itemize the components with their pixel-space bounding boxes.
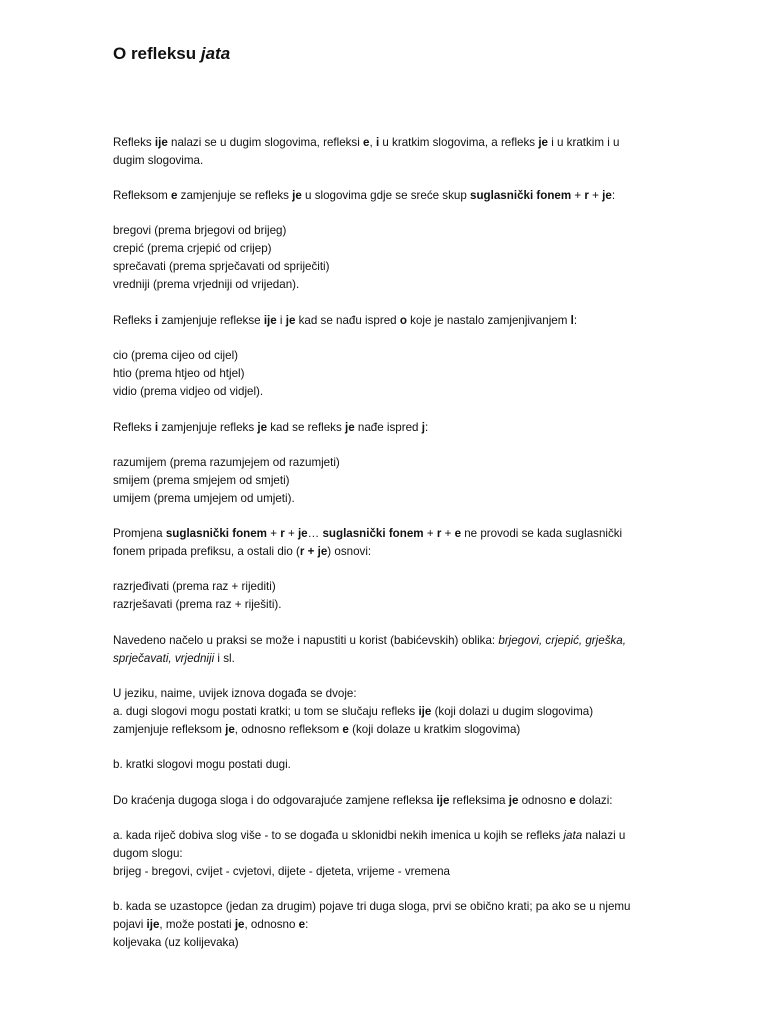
text-line: Do kraćenja dugoga sloga i do odgovarajuće zamjene refleksa ije refleksima je odnosno e dolazi: [113,794,613,807]
text-line: b. kratki slogovi mogu postati dugi. [113,758,291,771]
title-text: O refleksu [113,44,201,63]
text-line: b. kada se uzastopce (jedan za drugim) pojave tri duga sloga, prvi se obično krati; pa ako se u njemu [113,900,631,913]
text-line: brijeg - bregovi, cvijet - cvjetovi, dijete - djeteta, vrijeme - vremena [113,865,450,878]
list-item: razrjeđivati (prema raz + rijediti) [113,580,276,593]
paragraph-language-changes [113,685,653,739]
text-line: a. dugi slogovi mogu postati kratki; u tom se slučaju refleks ije (koji dolazi u dugim slogovima) [113,705,594,718]
example-list-prefix [113,578,653,614]
list-item: razrješavati (prema raz + riješiti). [113,598,282,611]
list-item: crepić (prema crjepić od crijep) [113,242,272,255]
page-title [113,44,230,64]
paragraph-rule-i-before-j [113,419,653,437]
list-item: bregovi (prema brjegovi od brijeg) [113,224,287,237]
list-item: htio (prema htjeo od htjel) [113,367,245,380]
text-line: fonem pripada prefiksu, a ostali dio (r + je) osnovi: [113,545,372,558]
text-line: Navedeno načelo u praksi se može i napustiti u korist (babićevskih) oblika: brjegovi, crjepić, grješka, [113,634,626,647]
text-line: Refleksom e zamjenjuje se refleks je u slogovima gdje se sreće skup suglasnički fonem + r + je: [113,189,616,202]
list-item: cio (prema cijeo od cijel) [113,349,239,362]
list-item: vidio (prema vidjeo od vidjel). [113,385,264,398]
text-line: dugom slogu: [113,847,183,860]
paragraph-babic-forms [113,632,653,668]
example-list-i-before-o [113,347,653,401]
paragraph-shortening-intro [113,792,653,810]
text-line: U jeziku, naime, uvijek iznova događa se dvoje: [113,687,357,700]
text-line: koljevaka (uz kolijevaka) [113,936,239,949]
list-item: smijem (prema smjejem od smjeti) [113,474,290,487]
list-item: vredniji (prema vrjedniji od vrijedan). [113,278,300,291]
text-line: sprječavati, vrjedniji i sl. [113,652,235,665]
paragraph-short-to-long [113,756,653,774]
paragraph-prefix-exception [113,525,653,561]
paragraph-case-a [113,827,653,881]
text-line: pojavi ije, može postati je, odnosno e: [113,918,309,931]
text-line: Refleks ije nalazi se u dugim slogovima, refleksi e, i u kratkim slogovima, a refleks je i u kratkim i u [113,136,620,149]
example-list-e [113,222,653,294]
list-item: umijem (prema umjejem od umjeti). [113,492,295,505]
text-line: a. kada riječ dobiva slog više - to se događa u sklonidbi nekih imenica u kojih se refleks jata nalazi u [113,829,626,842]
text-line: zamjenjuje refleksom je, odnosno refleksom e (koji dolaze u kratkim slogovima) [113,723,521,736]
paragraph-rule-e [113,187,653,205]
text-line: Refleks i zamjenjuje refleks je kad se refleks je nađe ispred j: [113,421,429,434]
paragraph-case-b [113,898,653,952]
list-item: razumijem (prema razumjejem od razumjeti) [113,456,340,469]
text-line: Refleks i zamjenjuje reflekse ije i je kad se nađu ispred o koje je nastalo zamjenjivanjem l: [113,314,578,327]
text-line: Promjena suglasnički fonem + r + je… suglasnički fonem + r + e ne provodi se kada suglasnički [113,527,623,540]
title-italic-term: jata [200,44,231,63]
text-line: dugim slogovima. [113,154,204,167]
list-item: sprečavati (prema sprječavati od spriječiti) [113,260,330,273]
paragraph-rule-i-before-o [113,312,653,330]
paragraph-reflex-distribution [113,134,653,170]
example-list-i-before-j [113,454,653,508]
